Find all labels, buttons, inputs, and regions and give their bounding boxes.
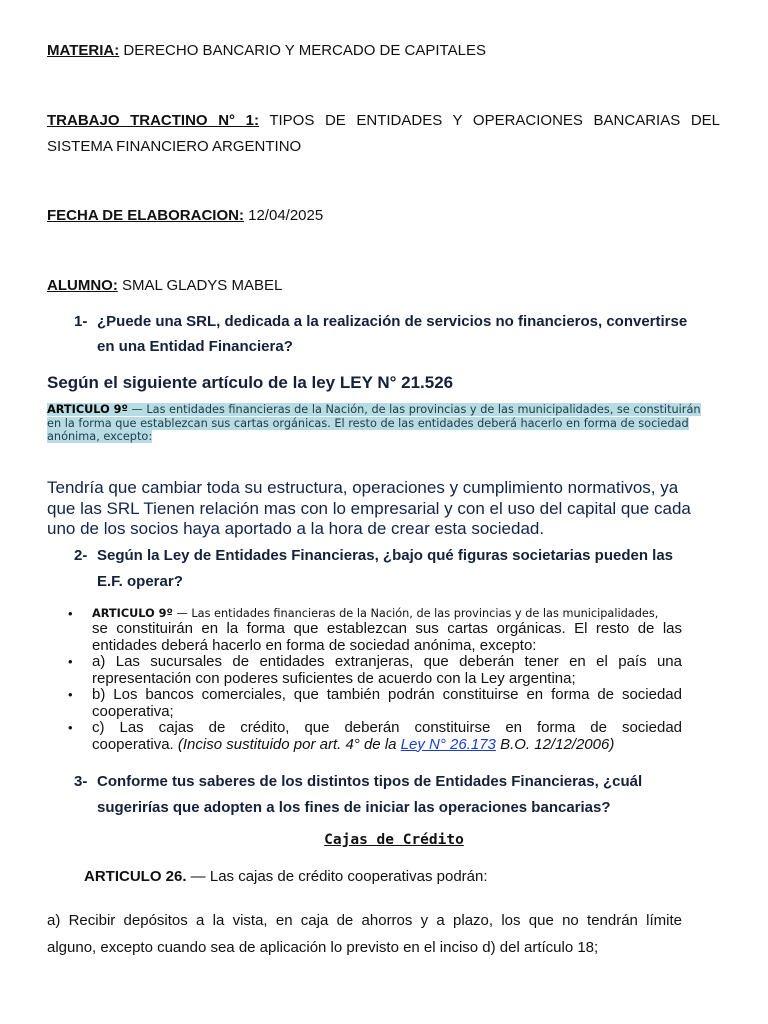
trabajo-line-2: SISTEMA FINANCIERO ARGENTINO [47, 138, 302, 155]
bullet-icon: • [68, 687, 73, 702]
question-2-line-2: E.F. operar? [97, 573, 183, 590]
fecha-line [47, 203, 323, 229]
cajas-heading: Cajas de Crédito [324, 832, 464, 848]
fecha-label: FECHA DE ELABORACION: [47, 207, 244, 224]
answer-1 [47, 478, 691, 540]
question-1-number: 1- [74, 313, 88, 330]
question-2-number: 2- [74, 547, 88, 564]
bullet-list [68, 606, 682, 753]
list-item-4-pre: cooperativa. [92, 735, 178, 753]
question-1-line-1: ¿Puede una SRL, dedicada a la realización de servicios no financieros, convertirse [97, 313, 688, 330]
alumno-label: ALUMNO: [47, 277, 118, 294]
question-3-line-2: sugerirías que adopten a los fines de iniciar las operaciones bancarias? [97, 799, 611, 816]
articulo-9-line-1: — Las entidades financieras de la Nación, de las provincias y de las municipalidades, se constituirán [127, 403, 701, 416]
articulo-26-label: ARTICULO 26. [84, 868, 187, 885]
inciso-a-line-1: a) Recibir depósitos a la vista, en caja de ahorros y a plazo, los que no tendrán límite [47, 912, 682, 929]
articulo-26-text: — Las cajas de crédito cooperativas podrán: [186, 868, 488, 885]
materia-line [47, 38, 486, 64]
ley-26173-link[interactable]: Ley N° 26.173 [400, 735, 496, 753]
trabajo-line-1 [47, 108, 720, 134]
list-articulo-9-label: ARTICULO 9º [92, 607, 173, 620]
list-item [68, 719, 682, 753]
answer-1-line-3: uno de los socios haya aportado a la hora de crear esta sociedad. [47, 519, 545, 538]
list-item-4-italic-b: B.O. 12/12/2006) [495, 735, 615, 753]
articulo-9-highlight [47, 403, 701, 444]
inciso-a-line-2: alguno, excepto cuando sea de aplicación lo previsto en el inciso d) del artículo 18; [47, 939, 599, 956]
trabajo-label: TRABAJO TRACTINO N° 1: [47, 112, 259, 129]
answer-1-line-1: Tendría que cambiar toda su estructura, operaciones y cumplimiento normativos, ya [47, 478, 679, 497]
list-item-4-line-1: c) Las cajas de crédito, que deberán constituirse en forma de sociedad [92, 719, 682, 736]
question-2-line-1: Según la Ley de Entidades Financieras, ¿bajo qué figuras societarias pueden las [97, 547, 674, 564]
list-item-2-line-2: representación con poderes suficientes de acuerdo con la Ley argentina; [92, 669, 576, 687]
list-item-2-line-1: a) Las sucursales de entidades extranjeras, que deberán tener en el país una [92, 653, 682, 670]
ley-heading: Según el siguiente artículo de la ley LEY N° 21.526 [47, 373, 454, 392]
materia-label: MATERIA: [47, 42, 120, 59]
list-item-4-line-2 [92, 737, 682, 754]
list-articulo-9-small: — Las entidades financieras de la Nación, de las provincias y de las municipalidades, [172, 607, 659, 620]
question-1-line-2: en una Entidad Financiera? [97, 338, 293, 355]
question-3-line-1: Conforme tus saberes de los distintos tipos de Entidades Financieras, ¿cuál [97, 773, 643, 790]
question-3-number: 3- [74, 773, 88, 790]
alumno-value: SMAL GLADYS MABEL [117, 277, 283, 294]
alumno-line [47, 273, 282, 299]
materia-value: DERECHO BANCARIO Y MERCADO DE CAPITALES [119, 42, 486, 59]
articulo-9-line-3: anónima, excepto: [47, 430, 153, 443]
list-item-3-line-1: b) Los bancos comerciales, que también podrán constituirse en forma de sociedad [92, 686, 682, 703]
list-item-3-line-2: cooperativa; [92, 702, 174, 720]
answer-1-line-2: que las SRL Tienen relación mas con lo empresarial y con el uso del capital que cada [47, 498, 691, 518]
bullet-icon: • [68, 654, 73, 669]
trabajo-title-part1: TIPOS DE ENTIDADES Y OPERACIONES BANCARIAS DEL [269, 112, 720, 129]
list-item [68, 606, 682, 654]
list-item-1-line-2: se constituirán en la forma que establezcan sus cartas orgánicas. El resto de las [92, 620, 682, 637]
bullet-icon: • [68, 606, 73, 621]
bullet-icon: • [68, 720, 73, 735]
articulo-9-label: ARTICULO 9º [47, 403, 128, 416]
fecha-value: 12/04/2025 [243, 207, 324, 224]
list-item-1-line-3: entidades deberá hacerlo en forma de sociedad anónima, excepto: [92, 636, 537, 654]
list-item [68, 653, 682, 687]
articulo-26-line [84, 864, 488, 890]
list-item [68, 686, 682, 720]
list-item-4-italic-a: (Inciso sustituido por art. 4° de la [177, 735, 401, 753]
articulo-9-line-2: en la forma que establezcan sus cartas orgánicas. El resto de las entidades deberá hacerlo en forma de sociedad [47, 416, 689, 430]
